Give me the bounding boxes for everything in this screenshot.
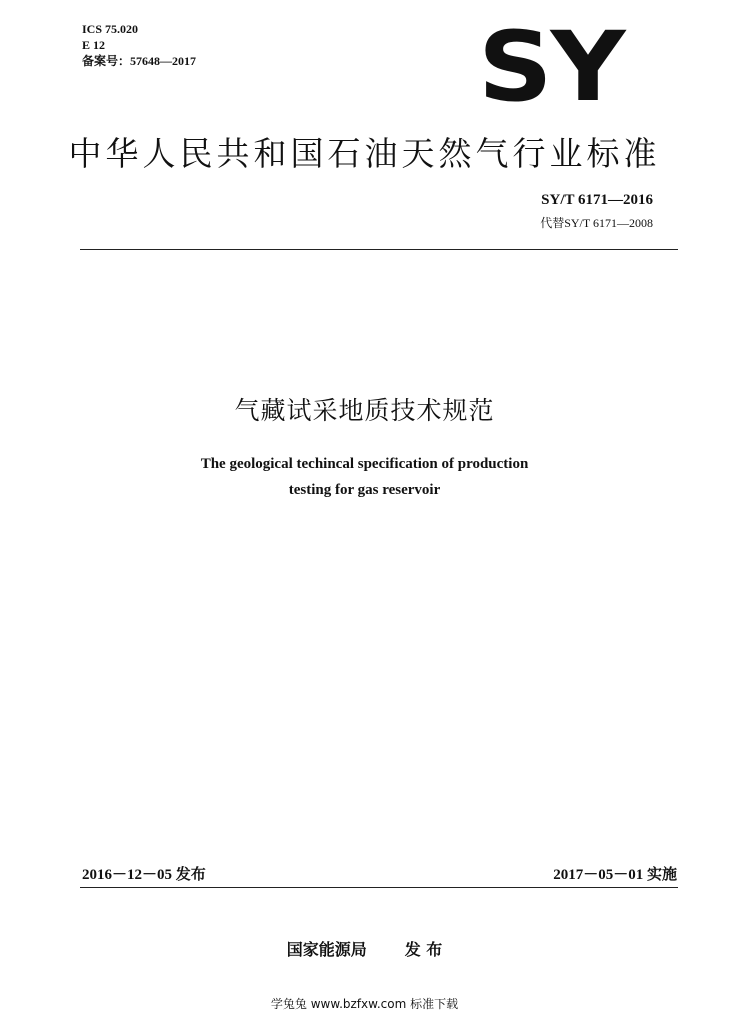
record-number: 备案号：57648—2017 [82,54,197,68]
header-divider [80,249,678,250]
watermark-footer: 学兔兔 www.bzfxw.com 标准下载 [270,997,459,1011]
footer-divider [80,887,678,888]
category-code: E 12 [82,38,106,52]
standard-number: SY/T 6171—2016 [541,192,653,208]
replaces-standard: 代替SY/T 6171—2008 [540,216,653,230]
publisher-action: 发 布 [404,940,443,959]
ics-code: ICS 75.020 [82,22,139,36]
publisher-name: 国家能源局 [286,940,367,959]
publisher-line [0,937,729,960]
title-english-line2: testing for gas reservoir [288,482,441,498]
title-chinese: 气藏试采地质技术规范 [234,396,495,425]
issue-date: 2016－12－05 发布 [82,867,206,883]
sy-logo: SY [478,11,624,123]
title-english-line1: The geological techincal specification of production [200,456,529,472]
org-title: 中华人民共和国石油天然气行业标准 [68,134,661,173]
implementation-date: 2017－05－01 实施 [553,867,677,883]
